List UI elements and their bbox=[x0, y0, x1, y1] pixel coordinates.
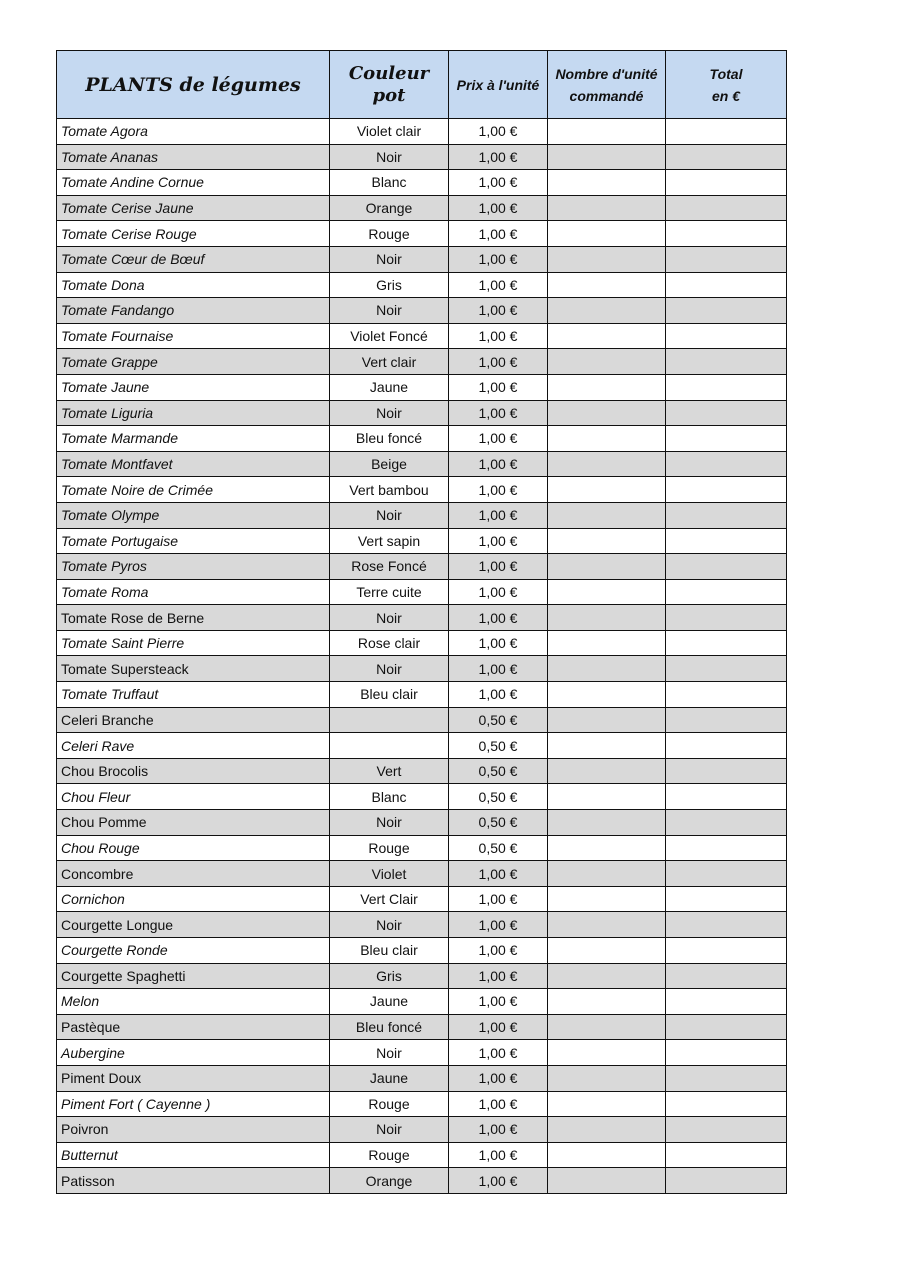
total-cell bbox=[666, 682, 787, 708]
total-cell bbox=[666, 912, 787, 938]
plant-name: Tomate Grappe bbox=[57, 349, 330, 375]
unit-price: 1,00 € bbox=[449, 144, 548, 170]
total-cell bbox=[666, 886, 787, 912]
plant-name: Piment Fort ( Cayenne ) bbox=[57, 1091, 330, 1117]
pot-color: Gris bbox=[330, 272, 449, 298]
pot-color: Noir bbox=[330, 144, 449, 170]
quantity-cell[interactable] bbox=[548, 477, 666, 503]
total-cell bbox=[666, 1117, 787, 1143]
table-row bbox=[57, 400, 787, 426]
plant-name: Butternut bbox=[57, 1142, 330, 1168]
total-cell bbox=[666, 272, 787, 298]
quantity-cell[interactable] bbox=[548, 1014, 666, 1040]
quantity-cell[interactable] bbox=[548, 144, 666, 170]
quantity-cell[interactable] bbox=[548, 323, 666, 349]
quantity-cell[interactable] bbox=[548, 528, 666, 554]
unit-price: 1,00 € bbox=[449, 989, 548, 1015]
plant-name: Celeri Rave bbox=[57, 733, 330, 759]
unit-price: 0,50 € bbox=[449, 758, 548, 784]
plant-name: Tomate Noire de Crimée bbox=[57, 477, 330, 503]
pot-color: Violet clair bbox=[330, 119, 449, 145]
unit-price: 1,00 € bbox=[449, 682, 548, 708]
table-row bbox=[57, 630, 787, 656]
plant-name: Concombre bbox=[57, 861, 330, 887]
quantity-cell[interactable] bbox=[548, 605, 666, 631]
unit-price: 0,50 € bbox=[449, 810, 548, 836]
total-cell bbox=[666, 451, 787, 477]
quantity-cell[interactable] bbox=[548, 912, 666, 938]
total-cell bbox=[666, 630, 787, 656]
unit-price: 1,00 € bbox=[449, 886, 548, 912]
quantity-cell[interactable] bbox=[548, 886, 666, 912]
unit-price: 0,50 € bbox=[449, 784, 548, 810]
quantity-cell[interactable] bbox=[548, 989, 666, 1015]
total-cell bbox=[666, 246, 787, 272]
table-row bbox=[57, 1168, 787, 1194]
unit-price: 1,00 € bbox=[449, 1014, 548, 1040]
table-row bbox=[57, 195, 787, 221]
pot-color: Noir bbox=[330, 502, 449, 528]
plant-name: Tomate Truffaut bbox=[57, 682, 330, 708]
unit-price: 1,00 € bbox=[449, 554, 548, 580]
unit-price: 1,00 € bbox=[449, 349, 548, 375]
quantity-cell[interactable] bbox=[548, 119, 666, 145]
unit-price: 1,00 € bbox=[449, 400, 548, 426]
table-row bbox=[57, 835, 787, 861]
unit-price: 1,00 € bbox=[449, 374, 548, 400]
quantity-cell[interactable] bbox=[548, 554, 666, 580]
unit-price: 1,00 € bbox=[449, 323, 548, 349]
table-row bbox=[57, 861, 787, 887]
quantity-cell[interactable] bbox=[548, 784, 666, 810]
table-row bbox=[57, 502, 787, 528]
table-row bbox=[57, 298, 787, 324]
total-cell bbox=[666, 502, 787, 528]
table-row bbox=[57, 963, 787, 989]
unit-price: 1,00 € bbox=[449, 1168, 548, 1194]
pot-color: Vert Clair bbox=[330, 886, 449, 912]
plant-name: Chou Rouge bbox=[57, 835, 330, 861]
plant-name: Chou Pomme bbox=[57, 810, 330, 836]
unit-price: 1,00 € bbox=[449, 1117, 548, 1143]
header-quantity-line2: commandé bbox=[569, 87, 644, 104]
plant-name: Tomate Liguria bbox=[57, 400, 330, 426]
total-cell bbox=[666, 554, 787, 580]
table-row bbox=[57, 1142, 787, 1168]
plant-rows bbox=[57, 119, 787, 1194]
unit-price: 1,00 € bbox=[449, 477, 548, 503]
quantity-cell[interactable] bbox=[548, 733, 666, 759]
table-row bbox=[57, 1065, 787, 1091]
unit-price: 1,00 € bbox=[449, 221, 548, 247]
quantity-cell[interactable] bbox=[548, 630, 666, 656]
total-cell bbox=[666, 119, 787, 145]
total-cell bbox=[666, 733, 787, 759]
header-product: PLANTS de légumes bbox=[57, 51, 330, 119]
table-row bbox=[57, 1091, 787, 1117]
table-row bbox=[57, 605, 787, 631]
header-quantity-line1: Nombre d'unité bbox=[555, 65, 658, 82]
unit-price: 1,00 € bbox=[449, 1040, 548, 1066]
table-row bbox=[57, 1117, 787, 1143]
table-row bbox=[57, 451, 787, 477]
pot-color: Terre cuite bbox=[330, 579, 449, 605]
quantity-cell[interactable] bbox=[548, 426, 666, 452]
pot-color: Noir bbox=[330, 298, 449, 324]
table-row bbox=[57, 810, 787, 836]
pot-color: Violet bbox=[330, 861, 449, 887]
quantity-cell[interactable] bbox=[548, 1168, 666, 1194]
quantity-cell[interactable] bbox=[548, 221, 666, 247]
header-pot-color bbox=[330, 51, 449, 119]
table-row bbox=[57, 656, 787, 682]
table-row bbox=[57, 912, 787, 938]
total-cell bbox=[666, 144, 787, 170]
quantity-cell[interactable] bbox=[548, 656, 666, 682]
unit-price: 1,00 € bbox=[449, 938, 548, 964]
header-pot-color-line1: Couleur bbox=[348, 62, 430, 84]
table-row bbox=[57, 477, 787, 503]
pot-color: Vert sapin bbox=[330, 528, 449, 554]
table-row bbox=[57, 374, 787, 400]
header-row bbox=[57, 51, 787, 119]
total-cell bbox=[666, 579, 787, 605]
unit-price: 1,00 € bbox=[449, 656, 548, 682]
pot-color: Noir bbox=[330, 912, 449, 938]
unit-price: 1,00 € bbox=[449, 1091, 548, 1117]
pot-color: Rose clair bbox=[330, 630, 449, 656]
unit-price: 1,00 € bbox=[449, 170, 548, 196]
quantity-cell[interactable] bbox=[548, 451, 666, 477]
table-row bbox=[57, 323, 787, 349]
table-row bbox=[57, 119, 787, 145]
total-cell bbox=[666, 963, 787, 989]
quantity-cell[interactable] bbox=[548, 579, 666, 605]
unit-price: 1,00 € bbox=[449, 605, 548, 631]
total-cell bbox=[666, 528, 787, 554]
plant-name: Tomate Saint Pierre bbox=[57, 630, 330, 656]
unit-price: 0,50 € bbox=[449, 835, 548, 861]
total-cell bbox=[666, 861, 787, 887]
pot-color: Rouge bbox=[330, 1091, 449, 1117]
plant-name: Aubergine bbox=[57, 1040, 330, 1066]
pot-color: Noir bbox=[330, 605, 449, 631]
plant-name: Tomate Olympe bbox=[57, 502, 330, 528]
pot-color: Noir bbox=[330, 810, 449, 836]
plant-name: Courgette Spaghetti bbox=[57, 963, 330, 989]
plant-name: Tomate Cerise Rouge bbox=[57, 221, 330, 247]
plant-name: Tomate Pyros bbox=[57, 554, 330, 580]
quantity-cell[interactable] bbox=[548, 1065, 666, 1091]
unit-price: 1,00 € bbox=[449, 246, 548, 272]
total-cell bbox=[666, 1014, 787, 1040]
unit-price: 1,00 € bbox=[449, 630, 548, 656]
plant-name: Tomate Andine Cornue bbox=[57, 170, 330, 196]
pot-color: Vert clair bbox=[330, 349, 449, 375]
quantity-cell[interactable] bbox=[548, 374, 666, 400]
plant-name: Tomate Dona bbox=[57, 272, 330, 298]
plant-name: Piment Doux bbox=[57, 1065, 330, 1091]
pot-color: Bleu foncé bbox=[330, 426, 449, 452]
pot-color: Beige bbox=[330, 451, 449, 477]
pot-color: Noir bbox=[330, 246, 449, 272]
total-cell bbox=[666, 989, 787, 1015]
quantity-cell[interactable] bbox=[548, 682, 666, 708]
plant-name: Tomate Rose de Berne bbox=[57, 605, 330, 631]
pot-color: Rouge bbox=[330, 835, 449, 861]
unit-price: 1,00 € bbox=[449, 426, 548, 452]
pot-color: Jaune bbox=[330, 1065, 449, 1091]
pot-color: Bleu clair bbox=[330, 938, 449, 964]
quantity-cell[interactable] bbox=[548, 938, 666, 964]
total-cell bbox=[666, 605, 787, 631]
total-cell bbox=[666, 784, 787, 810]
plant-name: Tomate Marmande bbox=[57, 426, 330, 452]
quantity-cell[interactable] bbox=[548, 861, 666, 887]
plant-name: Patisson bbox=[57, 1168, 330, 1194]
plant-name: Tomate Supersteack bbox=[57, 656, 330, 682]
quantity-cell[interactable] bbox=[548, 400, 666, 426]
unit-price: 1,00 € bbox=[449, 579, 548, 605]
total-cell bbox=[666, 810, 787, 836]
pot-color: Rouge bbox=[330, 1142, 449, 1168]
quantity-cell[interactable] bbox=[548, 170, 666, 196]
total-cell bbox=[666, 1040, 787, 1066]
pot-color: Orange bbox=[330, 1168, 449, 1194]
plant-name: Celeri Branche bbox=[57, 707, 330, 733]
quantity-cell[interactable] bbox=[548, 1091, 666, 1117]
table-row bbox=[57, 349, 787, 375]
quantity-cell[interactable] bbox=[548, 1142, 666, 1168]
quantity-cell[interactable] bbox=[548, 707, 666, 733]
header-total bbox=[666, 51, 787, 119]
table-row bbox=[57, 938, 787, 964]
unit-price: 1,00 € bbox=[449, 195, 548, 221]
quantity-cell[interactable] bbox=[548, 835, 666, 861]
plant-name: Tomate Jaune bbox=[57, 374, 330, 400]
total-cell bbox=[666, 1142, 787, 1168]
header-total-line2: en € bbox=[711, 87, 740, 104]
total-cell bbox=[666, 938, 787, 964]
quantity-cell[interactable] bbox=[548, 758, 666, 784]
plant-name: Tomate Cerise Jaune bbox=[57, 195, 330, 221]
pot-color: Noir bbox=[330, 1040, 449, 1066]
total-cell bbox=[666, 656, 787, 682]
table-row bbox=[57, 758, 787, 784]
pot-color: Jaune bbox=[330, 374, 449, 400]
quantity-cell[interactable] bbox=[548, 502, 666, 528]
plant-name: Poivron bbox=[57, 1117, 330, 1143]
quantity-cell[interactable] bbox=[548, 1117, 666, 1143]
unit-price: 1,00 € bbox=[449, 912, 548, 938]
total-cell bbox=[666, 1168, 787, 1194]
pot-color: Orange bbox=[330, 195, 449, 221]
table-row bbox=[57, 989, 787, 1015]
plant-name: Tomate Fournaise bbox=[57, 323, 330, 349]
pot-color: Vert bbox=[330, 758, 449, 784]
unit-price: 1,00 € bbox=[449, 272, 548, 298]
table-row bbox=[57, 733, 787, 759]
total-cell bbox=[666, 1091, 787, 1117]
table-row bbox=[57, 554, 787, 580]
unit-price: 1,00 € bbox=[449, 298, 548, 324]
plant-name: Tomate Fandango bbox=[57, 298, 330, 324]
pot-color: Violet Foncé bbox=[330, 323, 449, 349]
table-row bbox=[57, 579, 787, 605]
plant-name: Tomate Cœur de Bœuf bbox=[57, 246, 330, 272]
plant-name: Tomate Montfavet bbox=[57, 451, 330, 477]
pot-color: Bleu foncé bbox=[330, 1014, 449, 1040]
unit-price: 1,00 € bbox=[449, 861, 548, 887]
table-row bbox=[57, 221, 787, 247]
total-cell bbox=[666, 1065, 787, 1091]
plant-name: Courgette Ronde bbox=[57, 938, 330, 964]
pot-color: Noir bbox=[330, 1117, 449, 1143]
total-cell bbox=[666, 349, 787, 375]
table-row bbox=[57, 1040, 787, 1066]
pot-color bbox=[330, 733, 449, 759]
quantity-cell[interactable] bbox=[548, 349, 666, 375]
pot-color: Jaune bbox=[330, 989, 449, 1015]
plant-name: Chou Fleur bbox=[57, 784, 330, 810]
order-form-table bbox=[56, 50, 787, 1194]
quantity-cell[interactable] bbox=[548, 963, 666, 989]
unit-price: 1,00 € bbox=[449, 963, 548, 989]
unit-price: 1,00 € bbox=[449, 1065, 548, 1091]
pot-color bbox=[330, 707, 449, 733]
unit-price: 1,00 € bbox=[449, 528, 548, 554]
total-cell bbox=[666, 298, 787, 324]
header-unit-price: Prix à l'unité bbox=[449, 51, 548, 119]
pot-color: Rouge bbox=[330, 221, 449, 247]
table-row bbox=[57, 528, 787, 554]
pot-color: Blanc bbox=[330, 170, 449, 196]
total-cell bbox=[666, 758, 787, 784]
total-cell bbox=[666, 323, 787, 349]
quantity-cell[interactable] bbox=[548, 272, 666, 298]
plant-name: Pastèque bbox=[57, 1014, 330, 1040]
table-row bbox=[57, 170, 787, 196]
table-row bbox=[57, 246, 787, 272]
table-row bbox=[57, 144, 787, 170]
table-row bbox=[57, 272, 787, 298]
table-row bbox=[57, 886, 787, 912]
plant-name: Cornichon bbox=[57, 886, 330, 912]
table-row bbox=[57, 682, 787, 708]
quantity-cell[interactable] bbox=[548, 298, 666, 324]
quantity-cell[interactable] bbox=[548, 1040, 666, 1066]
unit-price: 1,00 € bbox=[449, 119, 548, 145]
quantity-cell[interactable] bbox=[548, 246, 666, 272]
pot-color: Rose Foncé bbox=[330, 554, 449, 580]
plant-name: Chou Brocolis bbox=[57, 758, 330, 784]
plant-name: Melon bbox=[57, 989, 330, 1015]
unit-price: 1,00 € bbox=[449, 451, 548, 477]
plant-name: Tomate Agora bbox=[57, 119, 330, 145]
pot-color: Blanc bbox=[330, 784, 449, 810]
plant-name: Tomate Ananas bbox=[57, 144, 330, 170]
quantity-cell[interactable] bbox=[548, 195, 666, 221]
pot-color: Vert bambou bbox=[330, 477, 449, 503]
total-cell bbox=[666, 426, 787, 452]
unit-price: 0,50 € bbox=[449, 707, 548, 733]
total-cell bbox=[666, 477, 787, 503]
total-cell bbox=[666, 374, 787, 400]
plant-name: Tomate Roma bbox=[57, 579, 330, 605]
pot-color: Noir bbox=[330, 656, 449, 682]
pot-color: Noir bbox=[330, 400, 449, 426]
plant-name: Courgette Longue bbox=[57, 912, 330, 938]
total-cell bbox=[666, 707, 787, 733]
table-row bbox=[57, 784, 787, 810]
table-row bbox=[57, 707, 787, 733]
total-cell bbox=[666, 400, 787, 426]
header-total-line1: Total bbox=[709, 65, 743, 82]
quantity-cell[interactable] bbox=[548, 810, 666, 836]
unit-price: 0,50 € bbox=[449, 733, 548, 759]
pot-color: Bleu clair bbox=[330, 682, 449, 708]
total-cell bbox=[666, 221, 787, 247]
total-cell bbox=[666, 835, 787, 861]
pot-color: Gris bbox=[330, 963, 449, 989]
table-row bbox=[57, 426, 787, 452]
plant-name: Tomate Portugaise bbox=[57, 528, 330, 554]
table-row bbox=[57, 1014, 787, 1040]
unit-price: 1,00 € bbox=[449, 1142, 548, 1168]
total-cell bbox=[666, 195, 787, 221]
unit-price: 1,00 € bbox=[449, 502, 548, 528]
total-cell bbox=[666, 170, 787, 196]
header-pot-color-line2: pot bbox=[372, 84, 406, 106]
header-quantity bbox=[548, 51, 666, 119]
